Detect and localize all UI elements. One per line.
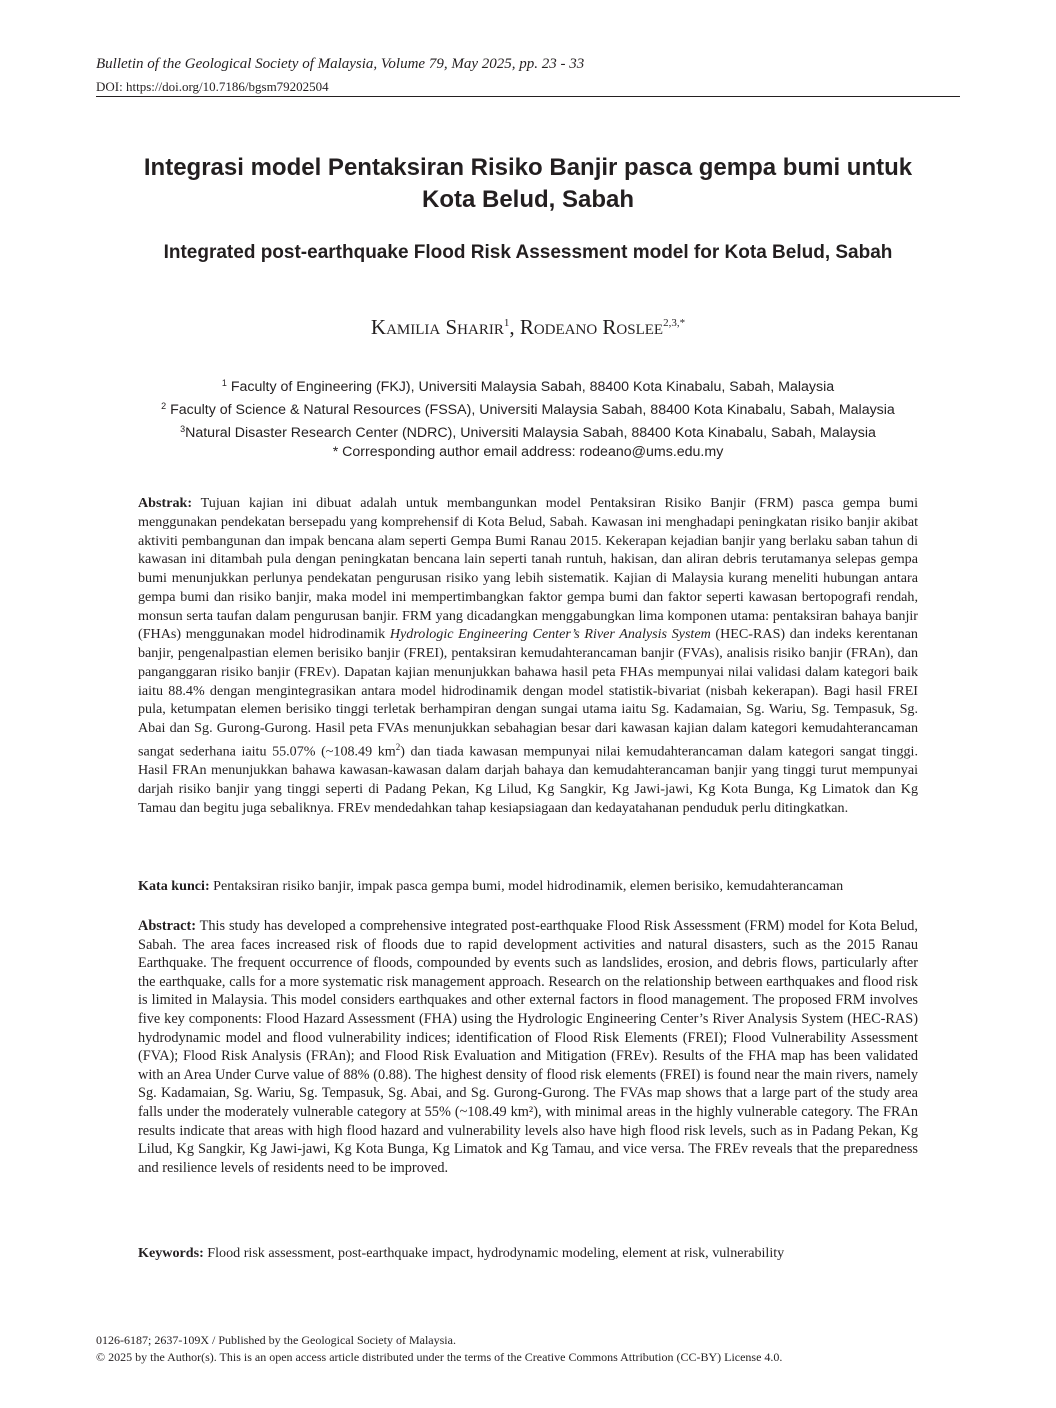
abstrak-text: (HEC-RAS) dan indeks kerentanan banjir, pengenalpastian elemen berisiko banjir (FREI), pentaksiran kemudahterancaman banjir (FVAs), analisis risiko banjir (FRAn), dan panganggaran risiko banjir (FREv). Dapatan kajian menunjukkan bahawa hasil peta FHAs mempunyai nilai validasi dalam kategori baik iaitu 88.4% dengan mengintegrasikan antara model hidrodinamik dengan model statistik-bivariat (nisbah kekerapan). Bagi hasil FREI pula, ketumpatan elemen berisiko tinggi terletak berhampiran dengan sungai utama iaitu Sg. Kadamaian, Sg. Wariu, Sg. Tempasuk, Sg. Abai dan Sg. Gurong-Gurong. Hasil peta FVAs menunjukkan sebahagian besar dari kawasan kajian dalam kategori kemudahterancaman sangat sederhana iaitu 55.07% (~108.49 km — [138, 626, 918, 760]
abstrak-label: Abstrak: — [138, 495, 193, 511]
affiliation-text: Natural Disaster Research Center (NDRC), Universiti Malaysia Sabah, 88400 Kota Kinabalu, Sabah, Malaysia — [185, 425, 876, 441]
title-malay-line2: Kota Belud, Sabah — [421, 186, 635, 213]
title-malay — [96, 152, 960, 216]
author-name: Rodeano Roslee — [519, 315, 664, 339]
kata-kunci-text: Pentaksiran risiko banjir, impak pasca gempa bumi, model hidrodinamik, elemen berisiko, kemudahterancaman — [209, 878, 844, 894]
title-malay-line1: Integrasi model Pentaksiran Risiko Banjir pasca gempa bumi untuk — [143, 154, 913, 181]
abstract-text: This study has developed a comprehensive integrated post-earthquake Flood Risk Assessment (FRM) model for Kota Belud, Sabah. The area faces increased risk of floods due to rapid development activities and natural disasters, such as the 2015 Ranau Earthquake. The frequent occurrence of floods, compounded by events such as landslides, erosion, and debris flows, particularly after the earthquake, calls for a more systematic risk management approach. Research on the relationship between earthquakes and flood risk is limited in Malaysia. This model considers earthquakes and other external factors in flood management. The proposed FRM involves five key components: Flood Hazard Assessment (FHA) using the Hydrologic Engineering Center’s River Analysis System (HEC-RAS) hydrodynamic model and flood vulnerability indices; identification of Flood Risk Elements (FREI); Flood Vulnerability Assessment (FVA); Flood Risk Analysis (FRAn); and Flood Risk Evaluation and Mitigation (FREv). Results of the FHA map has been validated with an Area Under Curve value of 88% (0.88). The highest density of flood risk elements (FREI) is found near the main rivers, namely Sg. Kadamaian, Sg. Wariu, Sg. Tempasuk, Sg. Abai, and Sg. Gurong-Gurong. The FVAs map shows that a large part of the study area falls under the moderately vulnerable category at 55% (~108.49 km²), with minimal areas in the highly vulnerable category. The FRAn results indicate that areas with high flood hazard and vulnerability levels also have high flood risk levels, such as in Padang Pekan, Kg Lilud, Kg Sangkir, Kg Jawi-jawi, Kg Kota Bunga, Kg Limatok and Kg Tamau, and vice versa. The FREv reveals that the preparedness and resilience levels of residents need to be improved. — [138, 918, 918, 1176]
affiliation-number: 1 — [221, 378, 227, 388]
affiliation-text: Faculty of Science & Natural Resources (FSSA), Universiti Malaysia Sabah, 88400 Kota Kinabalu, Sabah, Malaysia — [166, 402, 895, 418]
affiliation-line — [96, 374, 960, 397]
affiliation-number: 2 — [161, 401, 167, 411]
affiliations — [96, 374, 960, 462]
page-footer — [96, 1332, 960, 1366]
keywords-text: Flood risk assessment, post-earthquake impact, hydrodynamic modeling, element at risk, vulnerability — [203, 1245, 785, 1261]
abstrak-text: Tujuan kajian ini dibuat adalah untuk membangunkan model Pentaksiran Risiko Banjir (FRM) pasca gempa bumi menggunakan pendekatan bersepadu yang komprehensif di Kota Belud, Sabah. Kawasan ini menghadapi peningkatan risiko banjir akibat aktiviti pembangunan dan impak bencana alam seperti Gempa Bumi Ranau 2015. Kekerapan kejadian banjir yang berlaku saban tahun di kawasan ini ditambah pula dengan peningkatan bencana lain seperti tanah runtuh, hakisan, dan aliran debris terutamanya selepas gempa bumi menunjukkan perlunya pendekatan pengurusan risiko yang lebih sistematik. Kajian di Malaysia kurang meneliti hubungan antara gempa bumi dan risiko banjir, maka model ini mempertimbangkan faktor gempa bumi dan faktor seperti kawasan bertopografi rendah, monsun serta taufan dalam pengurusan banjir. FRM yang dicadangkan menggabungkan lima komponen utama: pentaksiran bahaya banjir (FHAs) menggunakan model hidrodinamik — [138, 495, 918, 643]
affiliation-line — [96, 397, 960, 420]
author-affiliation-mark: 1 — [503, 317, 510, 329]
author-separator: , — [509, 315, 520, 339]
abstract-label: Abstract: — [138, 918, 196, 934]
affiliation-line — [96, 420, 960, 443]
author-list — [96, 310, 960, 340]
corresponding-author: * Corresponding author email address: rodeano@ums.edu.my — [332, 444, 724, 460]
kata-kunci-paragraph — [138, 877, 918, 896]
abstrak-paragraph — [138, 494, 918, 817]
title-english: Integrated post-earthquake Flood Risk Assessment model for Kota Belud, Sabah — [163, 242, 893, 263]
doi-line: DOI: https://doi.org/10.7186/bgsm79202504 — [96, 79, 329, 94]
abstrak-italic-term: Hydrologic Engineering Center’s River Analysis System — [389, 626, 711, 643]
author-name: Kamilia Sharir — [370, 315, 504, 339]
keywords-label: Keywords: — [138, 1245, 204, 1261]
footer-license: © 2025 by the Author(s). This is an open access article distributed under the terms of the Creative Commons Attribution (CC-BY) License 4.0. — [96, 1350, 783, 1364]
abstrak-text: ) dan tiada kawasan mempunyai nilai kemudahterancaman dalam kategori sangat tinggi. Hasil FRAn menunjukkan bahawa kawasan-kawasan dalam darjah bahaya dan kemudahterancaman banjir yang tinggi turut mempunyai darjah risiko banjir yang tinggi seperti di Padang Pekan, Kg Lilud, Kg Sangkir, Kg Jawi-jawi, Kg Kota Bunga, Kg Limatok dan Kg Tamau dan begitu juga sebaliknya. FREv mendedahkan tahap kesiapsiagaan dan kedayatahanan penduduk perlu ditingkatkan. — [138, 743, 918, 816]
affiliation-number: 3 — [180, 424, 186, 434]
keywords-paragraph — [138, 1244, 918, 1263]
header-rule — [96, 96, 960, 97]
author-affiliation-mark: 2,3,* — [663, 317, 686, 329]
footer-issn: 0126-6187; 2637-109X / Published by the Geological Society of Malaysia. — [96, 1333, 456, 1347]
abstrak-superscript: 2 — [395, 741, 401, 752]
abstract-paragraph — [138, 917, 918, 1177]
kata-kunci-label: Kata kunci: — [138, 878, 210, 894]
affiliation-text: Faculty of Engineering (FKJ), Universiti Malaysia Sabah, 88400 Kota Kinabalu, Sabah, Malaysia — [226, 379, 835, 395]
journal-citation: Bulletin of the Geological Society of Malaysia, Volume 79, May 2025, pp. 23 - 33 — [96, 56, 585, 72]
